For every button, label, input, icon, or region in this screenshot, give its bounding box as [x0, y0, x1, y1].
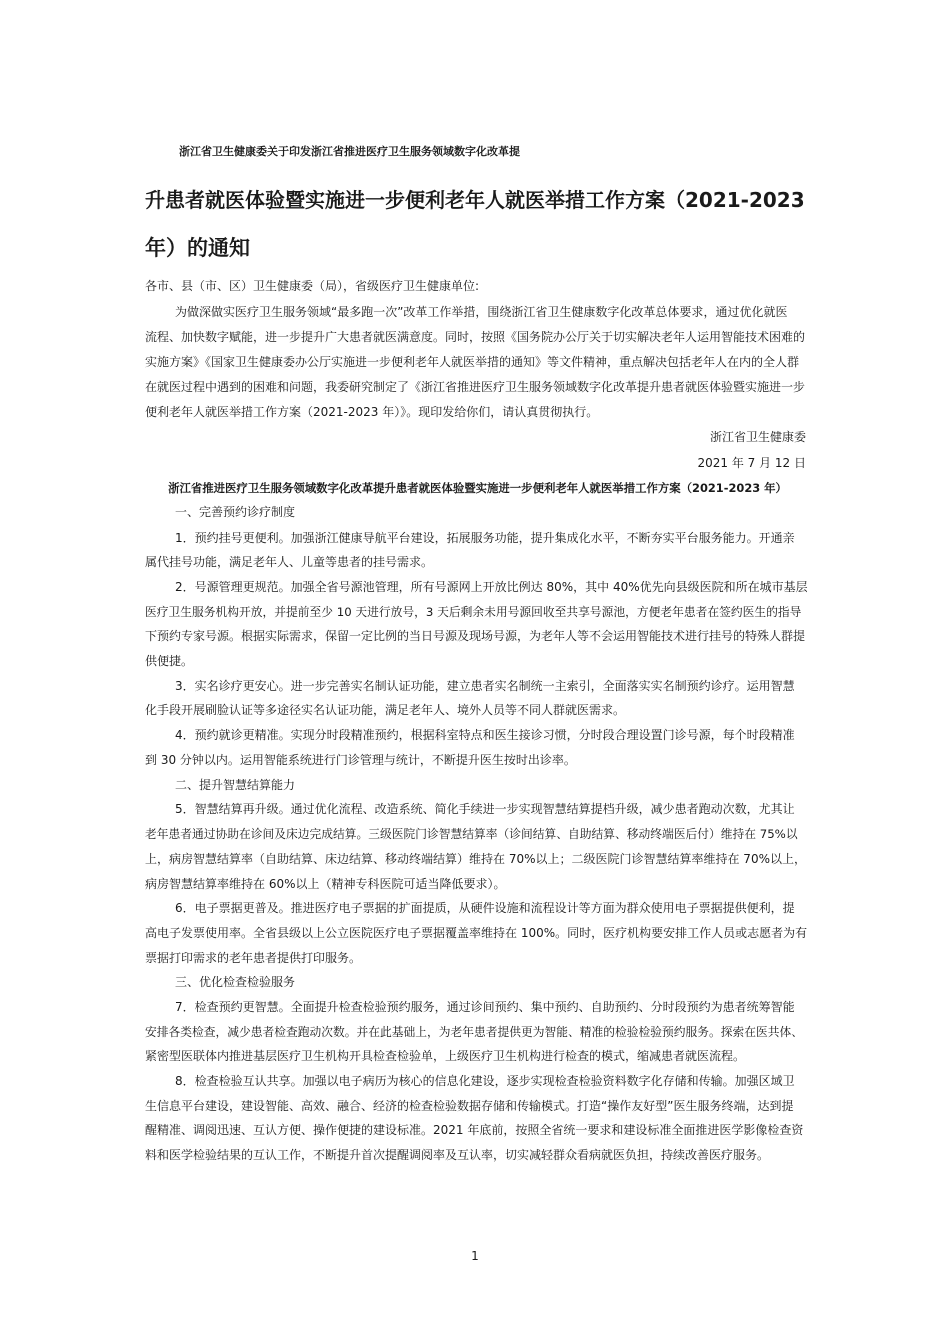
item-line: 上，病房智慧结算率（自助结算、床边结算、移动终端结算）维持在 70%以上；二级医院门诊智慧结算率维持在 70%以上， — [145, 852, 806, 866]
item-line: 5．智慧结算再升级。通过优化流程、改造系统、简化手续进一步实现智慧结算提档升级，减少患者跑动次数，尤其让 — [175, 802, 795, 816]
intro-line: 流程、加快数字赋能，进一步提升广大患者就医满意度。同时，按照《国务院办公厅关于切实解决老年人运用智能技术困难的 — [145, 330, 806, 344]
section-heading: 二、提升智慧结算能力 — [175, 778, 296, 792]
item-line: 8．检查检验互认共享。加强以电子病历为核心的信息化建设，逐步实现检查检验资料数字化存储和传输。加强区域卫 — [175, 1074, 795, 1088]
item-line: 到 30 分钟以内。运用智能系统进行门诊管理与统计，不断提升医生按时出诊率。 — [145, 753, 576, 767]
section-heading: 一、完善预约诊疗制度 — [175, 505, 296, 519]
page-number: 1 — [471, 1249, 479, 1263]
section-heading: 三、优化检查检验服务 — [175, 975, 296, 989]
item-line: 属代挂号功能，满足老年人、儿童等患者的挂号需求。 — [145, 555, 434, 569]
item-line: 老年患者通过协助在诊间及床边完成结算。三级医院门诊智慧结算率（诊间结算、自助结算、移动终端医后付）维持在 75%以 — [145, 827, 798, 841]
item-line: 1．预约挂号更便利。加强浙江健康导航平台建设，拓展服务功能，提升集成化水平，不断夯实平台服务能力。开通亲 — [175, 531, 795, 545]
item-line: 票据打印需求的老年患者提供打印服务。 — [145, 951, 362, 965]
item-line: 医疗卫生服务机构开放，并提前至少 10 天进行放号，3 天后剩余未用号源回收至共享号源池，方便老年患者在签约医生的指导 — [145, 605, 802, 619]
intro-line: 便利老年人就医举措工作方案（2021-2023 年）》。现印发给你们，请认真贯彻执行。 — [145, 405, 599, 419]
item-line: 下预约专家号源。根据实际需求，保留一定比例的当日号源及现场号源，为老年人等不会运用智能技术进行挂号的特殊人群提 — [145, 629, 806, 643]
item-line: 化手段开展刷脸认证等多途径实名认证功能，满足老年人、境外人员等不同人群就医需求。 — [145, 703, 626, 717]
item-line: 3．实名诊疗更安心。进一步完善实名制认证功能，建立患者实名制统一主索引，全面落实实名制预约诊疗。运用智慧 — [175, 679, 795, 693]
item-line: 2．号源管理更规范。加强全省号源池管理，所有号源网上开放比例达 80%，其中 40%优先向县级医院和所在城市基层 — [175, 580, 808, 594]
document-title-line-1: 浙江省卫生健康委关于印发浙江省推进医疗卫生服务领域数字化改革提 — [179, 145, 520, 158]
item-line: 6．电子票据更普及。推进医疗电子票据的扩面提质，从硬件设施和流程设计等方面为群众使用电子票据提供便利，提 — [175, 901, 795, 915]
issue-date: 2021 年 7 月 12 日 — [697, 456, 806, 470]
item-line: 生信息平台建设，建设智能、高效、融合、经济的检查检验数据存储和传输模式。打造“操作友好型”医生服务终端，达到提 — [145, 1099, 794, 1113]
item-line: 醒精准、调阅迅速、互认方便、操作便捷的建设标准。2021 年底前，按照全省统一要求和建设标准全面推进医学影像检查资 — [145, 1123, 804, 1137]
item-line: 病房智慧结算率维持在 60%以上（精神专科医院可适当降低要求）。 — [145, 877, 506, 891]
intro-line: 在就医过程中遇到的困难和问题，我委研究制定了《浙江省推进医疗卫生服务领域数字化改革提升患者就医体验暨实施进一步 — [145, 380, 806, 394]
item-line: 紧密型医联体内推进基层医疗卫生机构开具检查检验单，上级医疗卫生机构进行检查的模式，缩减患者就医流程。 — [145, 1049, 746, 1063]
intro-line: 为做深做实医疗卫生服务领域“最多跑一次”改革工作举措，围绕浙江省卫生健康数字化改革总体要求，通过优化就医 — [175, 305, 788, 319]
document-title-line-3: 年）的通知 — [145, 236, 250, 260]
document-title-line-2: 升患者就医体验暨实施进一步便利老年人就医举措工作方案（2021-2023 — [145, 188, 805, 212]
issuer: 浙江省卫生健康委 — [709, 430, 806, 444]
item-line: 4．预约就诊更精准。实现分时段精准预约，根据科室特点和医生接诊习惯，分时段合理设置门诊号源，每个时段精准 — [175, 728, 795, 742]
item-line: 安排各类检查，减少患者检查跑动次数。并在此基础上，为老年患者提供更为智能、精准的检验检验预约服务。探索在医共体、 — [145, 1025, 803, 1039]
plan-title: 浙江省推进医疗卫生服务领域数字化改革提升患者就医体验暨实施进一步便利老年人就医举措工作方案（2021-2023 年） — [168, 481, 787, 495]
item-line: 7．检查预约更智慧。全面提升检查检验预约服务，通过诊间预约、集中预约、自助预约、分时段预约为患者统筹智能 — [175, 1000, 795, 1014]
item-line: 料和医学检验结果的互认工作，不断提升首次提醒调阅率及互认率，切实减轻群众看病就医负担，持续改善医疗服务。 — [145, 1148, 770, 1162]
item-line: 供便捷。 — [145, 654, 194, 668]
intro-line: 实施方案》《国家卫生健康委办公厅实施进一步便利老年人就医举措的通知》等文件精神，重点解决包括老年人在内的全人群 — [145, 355, 800, 369]
item-line: 高电子发票使用率。全省县级以上公立医院医疗电子票据覆盖率维持在 100%。同时，医疗机构要安排工作人员或志愿者为有 — [145, 926, 808, 940]
salutation: 各市、县（市、区）卫生健康委（局），省级医疗卫生健康单位: — [145, 279, 480, 293]
